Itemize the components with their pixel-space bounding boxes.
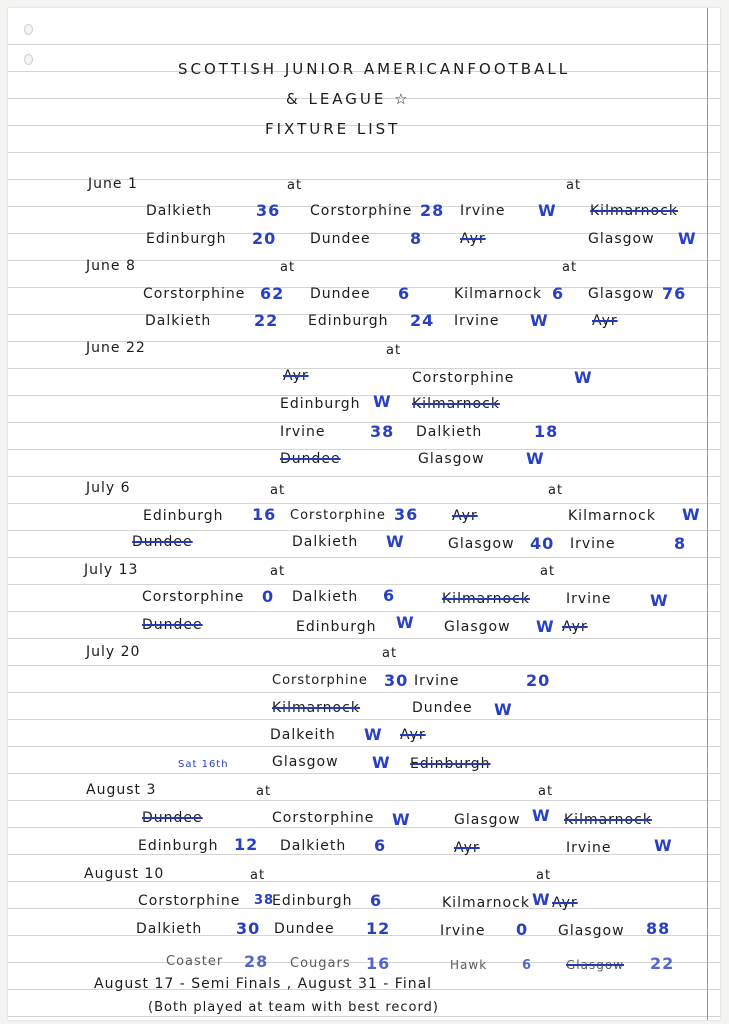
team-name-crossed: Ayr [552, 895, 578, 911]
team-name: Dundee [310, 231, 371, 247]
title-line-2: & LEAGUE ☆ [286, 90, 411, 108]
team-name: Dalkeith [270, 727, 336, 743]
score: 8 [410, 229, 423, 248]
score: W [650, 591, 669, 610]
team-name: Dundee [274, 921, 335, 937]
at-label: at [386, 343, 402, 358]
at-label: at [382, 646, 398, 661]
team-name: Dalkieth [146, 203, 213, 219]
team-name-crossed: Dundee [132, 534, 193, 550]
date-note: Sat 16th [178, 759, 229, 770]
team-name: Dalkieth [136, 921, 203, 937]
team-name-crossed: Kilmarnock [272, 700, 360, 716]
team-name: Kilmarnock [454, 286, 542, 302]
team-name-crossed: Ayr [283, 368, 309, 384]
score: 22 [650, 954, 675, 973]
score: 76 [662, 284, 687, 303]
score: 16 [252, 505, 277, 524]
team-name: Dalkieth [292, 589, 359, 605]
team-name-crossed: Ayr [452, 508, 478, 524]
team-name: Irvine [460, 203, 506, 219]
team-name: Edinburgh [138, 838, 219, 854]
team-name-crossed: Ayr [454, 840, 480, 856]
score: 30 [236, 919, 261, 938]
at-label: at [548, 483, 564, 498]
score: W [396, 613, 415, 632]
score: 20 [526, 671, 551, 690]
at-label: at [538, 784, 554, 799]
team-name: Cougars [290, 956, 351, 971]
at-label: at [250, 868, 266, 883]
score: W [386, 532, 405, 551]
team-name: Irvine [280, 424, 326, 440]
team-name: Edinburgh [280, 396, 361, 412]
team-name: Dundee [310, 286, 371, 302]
at-label: at [566, 178, 582, 193]
score: 36 [256, 201, 281, 220]
score: W [574, 368, 593, 387]
at-label: at [270, 564, 286, 579]
team-name: Glasgow [448, 536, 515, 552]
team-name: Dalkieth [416, 424, 483, 440]
score: 62 [260, 284, 285, 303]
team-name: Corstorphine [142, 589, 245, 605]
at-label: at [256, 784, 272, 799]
team-name: Corstorphine [143, 286, 246, 302]
score: W [678, 229, 697, 248]
team-name: Glasgow [454, 812, 521, 828]
fixture-date: July 20 [86, 644, 141, 660]
team-name-crossed: Dundee [142, 810, 203, 826]
score: W [536, 617, 555, 636]
team-name-crossed: Ayr [562, 619, 588, 635]
margin-line [707, 8, 708, 1020]
fixture-date: June 8 [86, 258, 136, 274]
team-name: Glasgow [588, 231, 655, 247]
team-name: Edinburgh [272, 893, 353, 909]
title-line-1: SCOTTISH JUNIOR AMERICANFOOTBALL [178, 60, 571, 78]
score: 6 [370, 891, 383, 910]
team-name: Dalkieth [145, 313, 212, 329]
team-name: Irvine [566, 591, 612, 607]
binder-hole [24, 54, 33, 65]
fixture-date: August 3 [86, 782, 157, 798]
fixture-date: June 1 [88, 176, 138, 192]
team-name: Edinburgh [296, 619, 377, 635]
team-name: Corstorphine [138, 893, 241, 909]
team-name-crossed: Edinburgh [410, 756, 491, 772]
fixture-date: August 10 [84, 866, 165, 882]
score: 30 [384, 671, 409, 690]
team-name-crossed: Ayr [592, 313, 618, 329]
team-name: Kilmarnock [442, 895, 530, 911]
team-name-crossed: Kilmarnock [590, 203, 678, 219]
score: W [530, 311, 549, 330]
score: W [364, 725, 383, 744]
team-name: Edinburgh [143, 508, 224, 524]
team-name: Corstorphine [310, 203, 413, 219]
score: 16 [366, 954, 391, 973]
score: 22 [254, 311, 279, 330]
score: 6 [398, 284, 411, 303]
score: 38 [254, 893, 275, 908]
fixture-date: July 6 [86, 480, 131, 496]
title-line-3: FIXTURE LIST [265, 120, 401, 138]
team-name: Glasgow [558, 923, 625, 939]
score: W [654, 836, 673, 855]
team-name: Hawk [450, 958, 488, 972]
score: 88 [646, 919, 671, 938]
footer-venue-note: (Both played at team with best record) [148, 1000, 439, 1015]
fixture-date: July 13 [84, 562, 139, 578]
team-name: Corstorphine [272, 673, 368, 688]
score: W [538, 201, 557, 220]
score: 6 [522, 958, 533, 973]
score: 40 [530, 534, 555, 553]
team-name: Glasgow [588, 286, 655, 302]
at-label: at [280, 260, 296, 275]
score: 24 [410, 311, 435, 330]
at-label: at [270, 483, 286, 498]
team-name-crossed: Kilmarnock [564, 812, 652, 828]
score: W [682, 505, 701, 524]
team-name-crossed: Kilmarnock [442, 591, 530, 607]
footer-finals-note: August 17 - Semi Finals , August 31 - Final [94, 976, 433, 992]
score: 20 [252, 229, 277, 248]
team-name: Corstorphine [412, 370, 515, 386]
team-name: Edinburgh [308, 313, 389, 329]
team-name-crossed: Ayr [400, 727, 426, 743]
score: 12 [366, 919, 391, 938]
at-label: at [540, 564, 556, 579]
score: W [373, 392, 392, 411]
score: W [532, 806, 551, 825]
team-name: Irvine [570, 536, 616, 552]
score: 0 [262, 587, 275, 606]
team-name: Glasgow [418, 451, 485, 467]
fixture-date: June 22 [86, 340, 146, 356]
team-name: Kilmarnock [568, 508, 656, 524]
team-name: Irvine [440, 923, 486, 939]
team-name-crossed: Dundee [280, 451, 341, 467]
score: W [372, 753, 391, 772]
score: 38 [370, 422, 395, 441]
team-name: Glasgow [272, 754, 339, 770]
team-name: Coaster [166, 954, 224, 969]
score: W [526, 449, 545, 468]
team-name-crossed: Kilmarnock [412, 396, 500, 412]
team-name: Corstorphine [290, 508, 386, 523]
score: 0 [516, 920, 529, 939]
at-label: at [536, 868, 552, 883]
team-name: Edinburgh [146, 231, 227, 247]
at-label: at [287, 178, 303, 193]
score: 6 [374, 836, 387, 855]
score: 28 [420, 201, 445, 220]
team-name-crossed: Dundee [142, 617, 203, 633]
score: 28 [244, 952, 269, 971]
score: W [392, 810, 411, 829]
at-label: at [562, 260, 578, 275]
score: W [532, 890, 551, 909]
team-name: Dalkieth [292, 534, 359, 550]
team-name-crossed: Ayr [460, 231, 486, 247]
score: 12 [234, 835, 259, 854]
team-name: Irvine [414, 673, 460, 689]
binder-hole [24, 24, 33, 35]
score: W [494, 700, 513, 719]
team-name: Dundee [412, 700, 473, 716]
score: 6 [552, 284, 565, 303]
team-name: Irvine [454, 313, 500, 329]
team-name: Irvine [566, 840, 612, 856]
score: 36 [394, 505, 419, 524]
team-name-crossed: Glasgow [566, 958, 625, 972]
team-name: Corstorphine [272, 810, 375, 826]
team-name: Dalkieth [280, 838, 347, 854]
score: 18 [534, 422, 559, 441]
score: 6 [383, 586, 396, 605]
score: 8 [674, 534, 687, 553]
team-name: Glasgow [444, 619, 511, 635]
